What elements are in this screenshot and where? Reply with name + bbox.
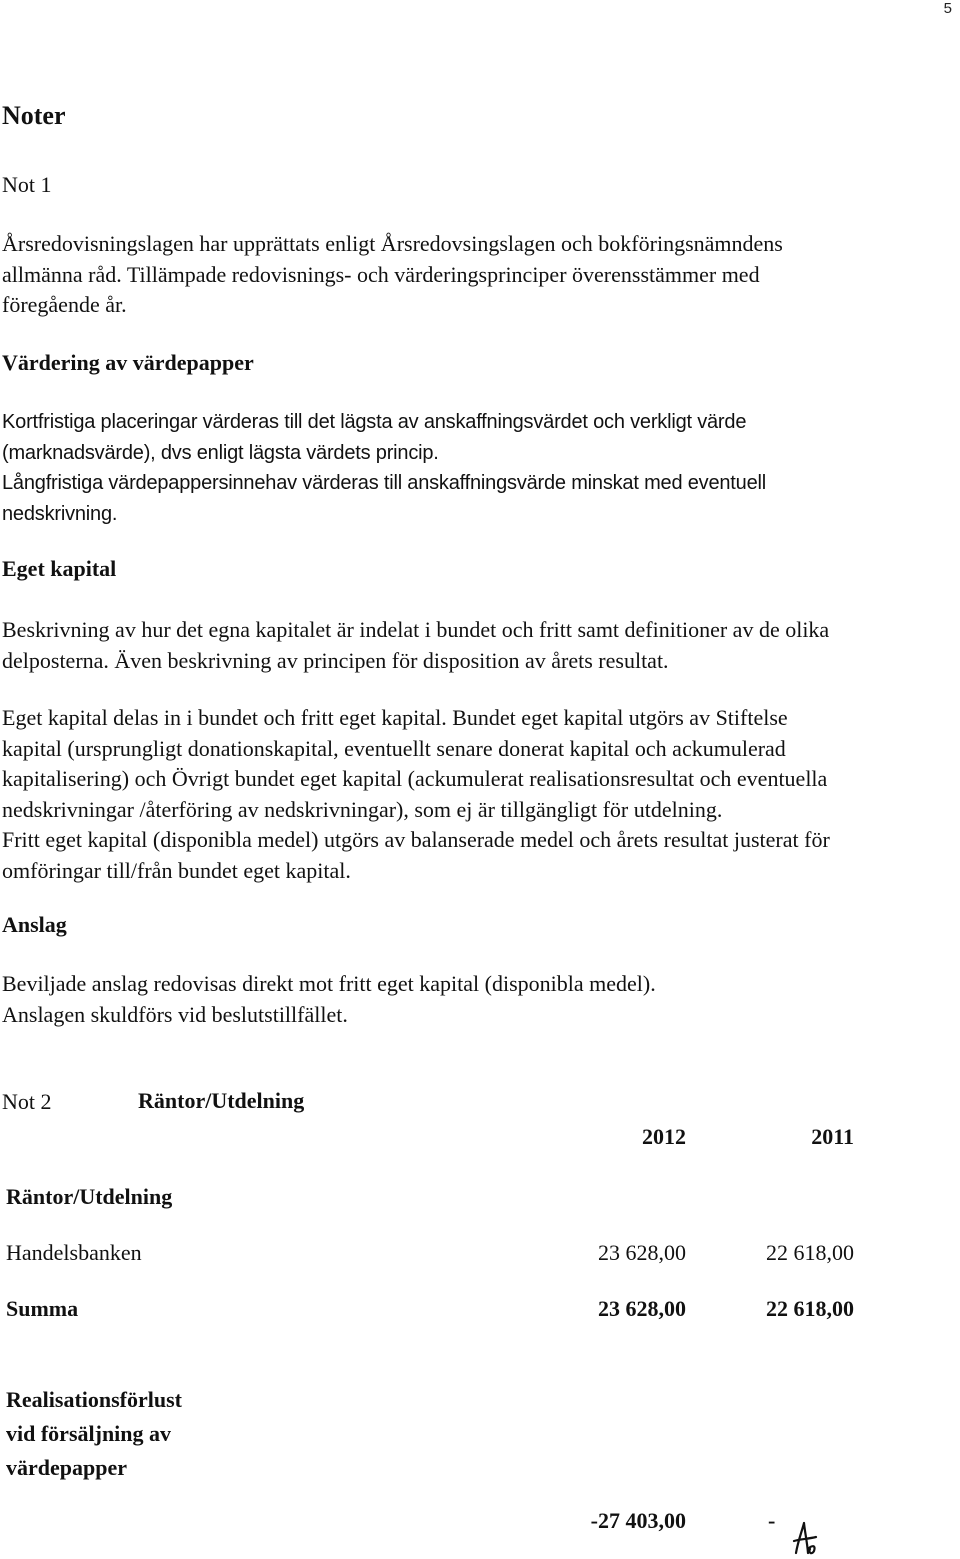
realisation-value-2011: - [768, 1508, 776, 1533]
realisation-value-2012: -27 403,00 [590, 1508, 686, 1533]
table-row-value-2012: 23 628,00 [598, 1240, 686, 1265]
vardering-line: Kortfristiga placeringar värderas till det lägsta av anskaffningsvärdet och verkligt värde [2, 411, 747, 433]
eget-kapital-para1 [2, 615, 957, 676]
anslag-line: Anslagen skuldförs vid beslutstillfället. [2, 1001, 348, 1027]
vardering-line: nedskrivning. [2, 502, 118, 525]
not1-intro-line: allmänna råd. Tillämpade redovisnings- och värderingsprinciper överensstämmer med [2, 261, 760, 287]
eget-kapital-para2 [2, 703, 957, 886]
vardering-line: (marknadsvärde), dvs enligt lägsta värdets princip. [2, 441, 439, 464]
not1-intro-line: Årsredovisningslagen har upprättats enligt Årsredovsingslagen och bokföringsnämndens [2, 231, 783, 256]
eget-kapital-heading: Eget kapital [2, 556, 117, 581]
eget-kapital-line: Eget kapital delas in i bundet och fritt eget kapital. Bundet eget kapital utgörs av Stiftelse [2, 705, 788, 730]
eget-kapital-line: omföringar till/från bundet eget kapital. [2, 857, 351, 883]
sum-value-2012: 23 628,00 [598, 1296, 686, 1321]
anslag-text [2, 969, 957, 1030]
table-row-label: Handelsbanken [6, 1240, 142, 1265]
not2-section-heading: Räntor/Utdelning [6, 1184, 173, 1209]
eget-kapital-line: Fritt eget kapital (disponibla medel) utgörs av balanserade medel och årets resultat justerat för [2, 827, 830, 852]
signature-initials-icon [786, 1519, 826, 1559]
eget-kapital-line: Beskrivning av hur det egna kapitalet är indelat i bundet och fritt samt definitioner av de olika [2, 617, 830, 642]
eget-kapital-line: delposterna. Även beskrivning av principen för disposition av årets resultat. [2, 647, 669, 673]
realisation-heading [6, 1383, 182, 1485]
year-2012-header: 2012 [642, 1124, 686, 1149]
sum-value-2011: 22 618,00 [766, 1296, 854, 1321]
sum-label: Summa [6, 1296, 79, 1321]
not2-title: Räntor/Utdelning [138, 1088, 305, 1113]
vardering-heading: Värdering av värdepapper [2, 350, 254, 375]
eget-kapital-line: nedskrivningar /återföring av nedskrivningar), som ej är tillgängligt för utdelning. [2, 796, 723, 822]
realisation-heading-line: Realisationsförlust [6, 1387, 182, 1412]
not2-label: Not 2 [2, 1089, 52, 1114]
not1-intro-line: föregående år. [2, 292, 127, 317]
year-2011-header: 2011 [811, 1124, 854, 1149]
table-row-value-2011: 22 618,00 [766, 1240, 854, 1265]
anslag-heading: Anslag [2, 912, 67, 937]
not1-intro [2, 229, 957, 321]
realisation-heading-line: vid försäljning av [6, 1421, 172, 1446]
not1-label: Not 1 [2, 172, 52, 197]
page-number: 5 [943, 0, 952, 17]
realisation-heading-line: värdepapper [6, 1455, 127, 1480]
vardering-text [2, 407, 957, 529]
anslag-line: Beviljade anslag redovisas direkt mot fritt eget kapital (disponibla medel). [2, 971, 656, 996]
page-title: Noter [2, 101, 66, 130]
eget-kapital-line: kapital (ursprungligt donationskapital, eventuellt senare donerat kapital och ackumulerad [2, 735, 786, 761]
vardering-line: Långfristiga värdepappersinnehav värderas till anskaffningsvärde minskat med eventuell [2, 472, 766, 494]
eget-kapital-line: kapitalisering) och Övrigt bundet eget kapital (ackumulerat realisationsresultat och eventuella [2, 766, 828, 791]
